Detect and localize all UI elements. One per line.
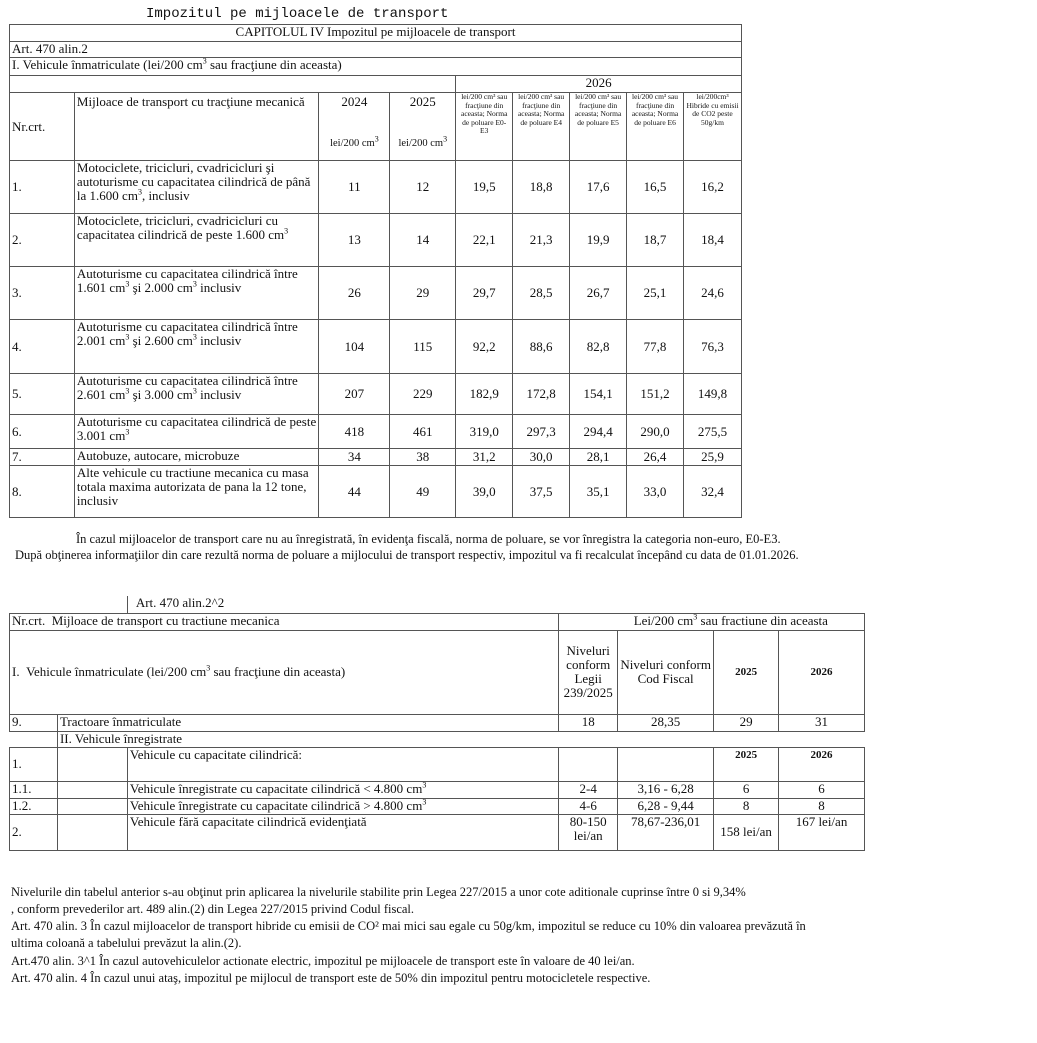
- cell-2024: 104: [319, 320, 390, 374]
- row-nr: 1.: [10, 161, 75, 214]
- row-desc: Motociclete, tricicluri, cvadricicluri cu capacitatea cilindrică de peste 1.600 $cm^3$: [74, 214, 319, 267]
- header-2026: 2026: [779, 630, 865, 714]
- section-title-2: II. Vehicule înregistrate: [57, 731, 864, 747]
- header-2024: [319, 93, 390, 161]
- table-row: [10, 374, 742, 415]
- footer-paragraph: Art.470 alin. 3^1 În cazul autovehiculelor actionate electric, impozitul pe mijloacele de transport este în valoare de 40 lei/an.: [11, 954, 635, 968]
- cell-e5: 19,9: [570, 214, 627, 267]
- header-nr: Nr.crt.: [10, 93, 75, 161]
- cell-2025: 229: [390, 374, 456, 415]
- cell-e5: 35,1: [570, 466, 627, 518]
- cell-2024: 13: [319, 214, 390, 267]
- cell-e6: 16,5: [627, 161, 684, 214]
- header-2025: [390, 93, 456, 161]
- row-desc: Vehicule înregistrate cu capacitate cilindrică > 4.800 $cm^3$: [127, 798, 558, 814]
- table-row: [10, 415, 742, 449]
- header-2024-year: 2024: [341, 94, 368, 109]
- row-desc: Autoturisme cu capacitatea cilindrică între 2.601 $cm^3$ şi 3.000 $cm^3$ inclusiv: [74, 374, 319, 415]
- row-nr: 1.2.: [10, 798, 58, 814]
- row-desc: Autoturisme cu capacitatea cilindrică de peste 3.001 $cm^3$: [74, 415, 319, 449]
- row-nr: 8.: [10, 466, 75, 518]
- row-nr: 2.: [10, 814, 58, 850]
- row-desc: Vehicule fără capacitate cilindrică evidenţiată: [127, 814, 558, 850]
- blank-cell: [10, 596, 128, 613]
- cell-legii: 80-150 lei/an: [559, 814, 618, 850]
- table-row: [10, 320, 742, 374]
- cell-e0: 92,2: [456, 320, 513, 374]
- cell-e0: 29,7: [456, 267, 513, 320]
- blank-cell: [57, 781, 127, 798]
- row-nr: 4.: [10, 320, 75, 374]
- row-desc: Alte vehicule cu tractiune mecanica cu masa totala maxima autorizata de pana la 12 tone, inclusiv: [74, 466, 319, 518]
- table-row: [10, 161, 742, 214]
- cell-e6: 33,0: [627, 466, 684, 518]
- cell-2024: 44: [319, 466, 390, 518]
- cell-e6: 18,7: [627, 214, 684, 267]
- header-desc: Mijloace de transport cu tractiune mecanica: [51, 612, 280, 628]
- header-nr: Nr.crt.: [12, 612, 46, 628]
- row-desc: Autoturisme cu capacitatea cilindrică între 1.601 $cm^3$ şi 2.000 $cm^3$ inclusiv: [74, 267, 319, 320]
- header-2024-unit: lei/200 $cm^3$: [330, 134, 379, 149]
- table-row: [10, 814, 865, 850]
- cell-e4: 297,3: [513, 415, 570, 449]
- row-desc: Tractoare înmatriculate: [57, 714, 558, 731]
- header-hybrid: lei/200cm³ Hibride cu emisii de CO2 peste 50g/km: [684, 93, 742, 161]
- cell-2024: 11: [319, 161, 390, 214]
- cell-cod-fiscal: 3,16 - 6,28: [618, 781, 714, 798]
- cell-e0: 39,0: [456, 466, 513, 518]
- cell-2024: 26: [319, 267, 390, 320]
- cell-e4: 21,3: [513, 214, 570, 267]
- row-nr: 6.: [10, 415, 75, 449]
- cell-e0: 182,9: [456, 374, 513, 415]
- cell-2025: 8: [714, 798, 779, 814]
- row-desc: Autobuze, autocare, microbuze: [74, 449, 319, 466]
- cell-hybrid: 25,9: [684, 449, 742, 466]
- header-desc: Mijloace de transport cu tracţiune mecanică: [74, 93, 319, 161]
- cell-2024: 418: [319, 415, 390, 449]
- footer-paragraph: Art. 470 alin. 4 În cazul unui ataş, impozitul pe mijlocul de transport este de 50% din impozitul pentru motocicletele respective.: [11, 971, 651, 985]
- cell-cod-fiscal: 6,28 - 9,44: [618, 798, 714, 814]
- blank-cell: [57, 798, 127, 814]
- cell-legii: 2-4: [559, 781, 618, 798]
- cell-e5: 28,1: [570, 449, 627, 466]
- cell-e5: 82,8: [570, 320, 627, 374]
- cell-e0: 19,5: [456, 161, 513, 214]
- header-unit: Lei/200 $cm^3$ sau fractiune din aceasta: [618, 613, 865, 630]
- blank-cell: [10, 76, 456, 93]
- cell-e0: 319,0: [456, 415, 513, 449]
- cell-legii: 4-6: [559, 798, 618, 814]
- row-desc: Motociclete, tricicluri, cvadricicluri şi autoturisme cu capacitatea cilindrică de până la 1.600 $cm^3$, inclusiv: [74, 161, 319, 214]
- cell-2025: 461: [390, 415, 456, 449]
- cell-e6: 26,4: [627, 449, 684, 466]
- table-row: [10, 466, 742, 518]
- cell-hybrid: 16,2: [684, 161, 742, 214]
- section-title: I. Vehicule înmatriculate (lei/200 $cm^3$ sau fracţiune din aceasta): [10, 630, 559, 714]
- cell-e6: 25,1: [627, 267, 684, 320]
- cell-e5: 17,6: [570, 161, 627, 214]
- cell-2025: 14: [390, 214, 456, 267]
- cell-e5: 26,7: [570, 267, 627, 320]
- cell-e4: 88,6: [513, 320, 570, 374]
- header-e4: lei/200 cm³ sau fracţiune din aceasta; Norma de poluare E4: [513, 93, 570, 161]
- cell-2025: 158 lei/an: [714, 814, 779, 850]
- header-e0-e3: lei/200 cm³ sau fracţiune din aceasta; Norma de poluare E0-E3: [456, 93, 513, 161]
- cell-2025: 12: [390, 161, 456, 214]
- table-art-470-alin2: [9, 24, 742, 518]
- article-label: Art. 470 alin.2^2: [127, 596, 864, 613]
- cell-2024: 207: [319, 374, 390, 415]
- row-nr: 5.: [10, 374, 75, 415]
- cell-2025: 115: [390, 320, 456, 374]
- cell-e4: 172,8: [513, 374, 570, 415]
- cell-e0: 22,1: [456, 214, 513, 267]
- table-row: [10, 747, 865, 781]
- cell-hybrid: 149,8: [684, 374, 742, 415]
- cell-2026: 2026: [779, 747, 865, 781]
- cell-hybrid: 32,4: [684, 466, 742, 518]
- cell-2026: 8: [779, 798, 865, 814]
- row-nr: 1.1.: [10, 781, 58, 798]
- cell-hybrid: 24,6: [684, 267, 742, 320]
- cell-e0: 31,2: [456, 449, 513, 466]
- cell-2025: 2025: [714, 747, 779, 781]
- footer-paragraph: , conform prevederilor art. 489 alin.(2) din Legea 227/2015 privind Codul fiscal.: [11, 902, 415, 916]
- cell-hybrid: 275,5: [684, 415, 742, 449]
- cell-2025: 29: [714, 714, 779, 731]
- blank-cell: [57, 747, 127, 781]
- section-title: I. Vehicule înmatriculate (lei/200 $cm^3$ sau fracţiune din aceasta): [10, 58, 742, 76]
- table-row: [10, 714, 865, 731]
- cell-2025: 49: [390, 466, 456, 518]
- cell-cod-fiscal: 28,35: [618, 714, 714, 731]
- footer-paragraph: Art. 470 alin. 3 În cazul mijloacelor de transport hibride cu emisii de CO² mai mici sau egale cu 50g/km, impozitul se reduce cu 10% din valoarea prevăzută în: [11, 919, 806, 933]
- cell-e4: 30,0: [513, 449, 570, 466]
- header-cod-fiscal: Niveluri conform Cod Fiscal: [618, 630, 714, 714]
- header-legii: Niveluri conform Legii 239/2025: [559, 630, 618, 714]
- footer-paragraph: ultima coloană a tabelului prevăzut la alin.(2).: [11, 936, 242, 950]
- row-nr: 1.: [10, 747, 58, 781]
- cell-2026: 167 lei/an: [779, 814, 865, 850]
- header-2025: 2025: [714, 630, 779, 714]
- blank-cell: [618, 747, 714, 781]
- blank-cell: [559, 613, 618, 630]
- cell-2025: 6: [714, 781, 779, 798]
- table-row: [10, 214, 742, 267]
- chapter-title: CAPITOLUL IV Impozitul pe mijloacele de transport: [10, 25, 742, 42]
- row-desc: Vehicule cu capacitate cilindrică:: [127, 747, 558, 781]
- cell-legii: 18: [559, 714, 618, 731]
- header-2025-year: 2025: [409, 94, 436, 109]
- cell-hybrid: 76,3: [684, 320, 742, 374]
- header-e5: lei/200 cm³ sau fracţiune din aceasta; Norma de poluare E5: [570, 93, 627, 161]
- note-non-euro: În cazul mijloacelor de transport care nu au înregistrată, în evidenţa fiscală, norma de poluare, se vor înregistra la categoria non-euro, E0-E3.: [76, 532, 781, 546]
- cell-2026: 6: [779, 781, 865, 798]
- row-nr: 9.: [10, 714, 58, 731]
- cell-e5: 294,4: [570, 415, 627, 449]
- header-2025-unit: lei/200 $cm^3$: [398, 134, 448, 149]
- table-row: [10, 449, 742, 466]
- footer-paragraph: Nivelurile din tabelul anterior s-au obţinut prin aplicarea la nivelurile stabilite prin Legea 227/2015 a unor cote aditionale cuprinse între 0 si 9,34%: [11, 885, 746, 899]
- cell-e4: 28,5: [513, 267, 570, 320]
- blank-cell: [57, 814, 127, 850]
- page-heading: Impozitul pe mijloacele de transport: [146, 6, 449, 22]
- table-row: [10, 267, 742, 320]
- cell-e6: 290,0: [627, 415, 684, 449]
- cell-2025: 29: [390, 267, 456, 320]
- cell-e6: 77,8: [627, 320, 684, 374]
- header-e6: lei/200 cm³ sau fracţiune din aceasta; Norma de poluare E6: [627, 93, 684, 161]
- table-art-470-alin2-2: [9, 596, 865, 851]
- table-row: [10, 781, 865, 798]
- cell-e4: 18,8: [513, 161, 570, 214]
- year-2026-header: 2026: [456, 76, 742, 93]
- cell-e4: 37,5: [513, 466, 570, 518]
- row-nr: 3.: [10, 267, 75, 320]
- article-label: Art. 470 alin.2: [10, 42, 742, 58]
- row-nr: 7.: [10, 449, 75, 466]
- row-desc: Vehicule înregistrate cu capacitate cilindrică < 4.800 $cm^3$: [127, 781, 558, 798]
- cell-2024: 34: [319, 449, 390, 466]
- cell-2026: 31: [779, 714, 865, 731]
- blank-cell: [559, 747, 618, 781]
- cell-cod-fiscal: 78,67-236,01: [618, 814, 714, 850]
- row-desc: Autoturisme cu capacitatea cilindrică între 2.001 $cm^3$ şi 2.600 $cm^3$ inclusiv: [74, 320, 319, 374]
- table-row: [10, 798, 865, 814]
- row-nr: 2.: [10, 214, 75, 267]
- cell-e6: 151,2: [627, 374, 684, 415]
- cell-2025: 38: [390, 449, 456, 466]
- note-recalculation: După obţinerea informaţiilor din care rezultă norma de poluare a mijlocului de transport respectiv, impozitul va fi recalculat începând cu data de 01.01.2026.: [15, 548, 799, 562]
- cell-hybrid: 18,4: [684, 214, 742, 267]
- cell-e5: 154,1: [570, 374, 627, 415]
- header-nr-desc: [10, 613, 559, 630]
- blank-cell: [10, 731, 58, 747]
